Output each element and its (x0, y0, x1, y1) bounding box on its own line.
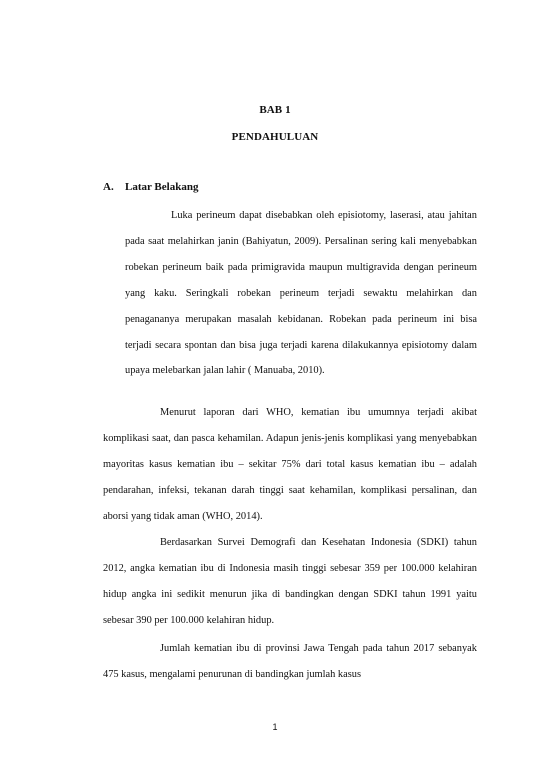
chapter-title: PENDAHULUAN (231, 131, 319, 143)
chapter-heading: BAB 1 (259, 104, 291, 116)
page-number: 1 (272, 722, 278, 732)
paragraph-4: Jumlah kematian ibu di provinsi Jawa Tengah pada tahun 2017 sebanyak 475 kasus, mengalami penurunan di bandingkan jumlah kasus (103, 643, 477, 680)
paragraph-1: Luka perineum dapat disebabkan oleh episiotomy, laserasi, atau jahitan pada saat melahirkan janin (Bahiyatun, 2009). Persalinan sering kali menyebabkan robekan perineum baik pada primigravida maupun multigravida dengan perineum yang kaku. Seringkali robekan perineum terjadi sewaktu melahirkan dan penagananya merupakan masalah kebidanan. Robekan pada perineum ini bisa terjadi secara spontan dan bisa juga terjadi karena dilakukannya episiotomy dalam upaya melebarkan jalan lahir ( Manuaba, 2010). (125, 210, 477, 377)
paragraph-3: Berdasarkan Survei Demografi dan Kesehatan Indonesia (SDKI) tahun 2012, angka kematian ibu di Indonesia masih tinggi sebesar 359 per 100.000 kelahiran hidup angka ini sedikit menurun jika di bandingkan dengan SDKI tahun 1991 yaitu sebesar 390 per 100.000 kelahiran hidup. (103, 537, 477, 626)
section-title: Latar Belakang (125, 181, 199, 193)
paragraph-2: Menurut laporan dari WHO, kematian ibu umumnya terjadi akibat komplikasi saat, dan pasca kehamilan. Adapun jenis-jenis komplikasi yang menyebabkan mayoritas kasus kematian ibu – sekitar 75% dari total kasus kematian ibu – adalah pendarahan, infeksi, tekanan darah tinggi saat kehamilan, komplikasi persalinan, dan aborsi yang tidak aman (WHO, 2014). (103, 407, 477, 522)
section-letter: A. (103, 181, 114, 193)
